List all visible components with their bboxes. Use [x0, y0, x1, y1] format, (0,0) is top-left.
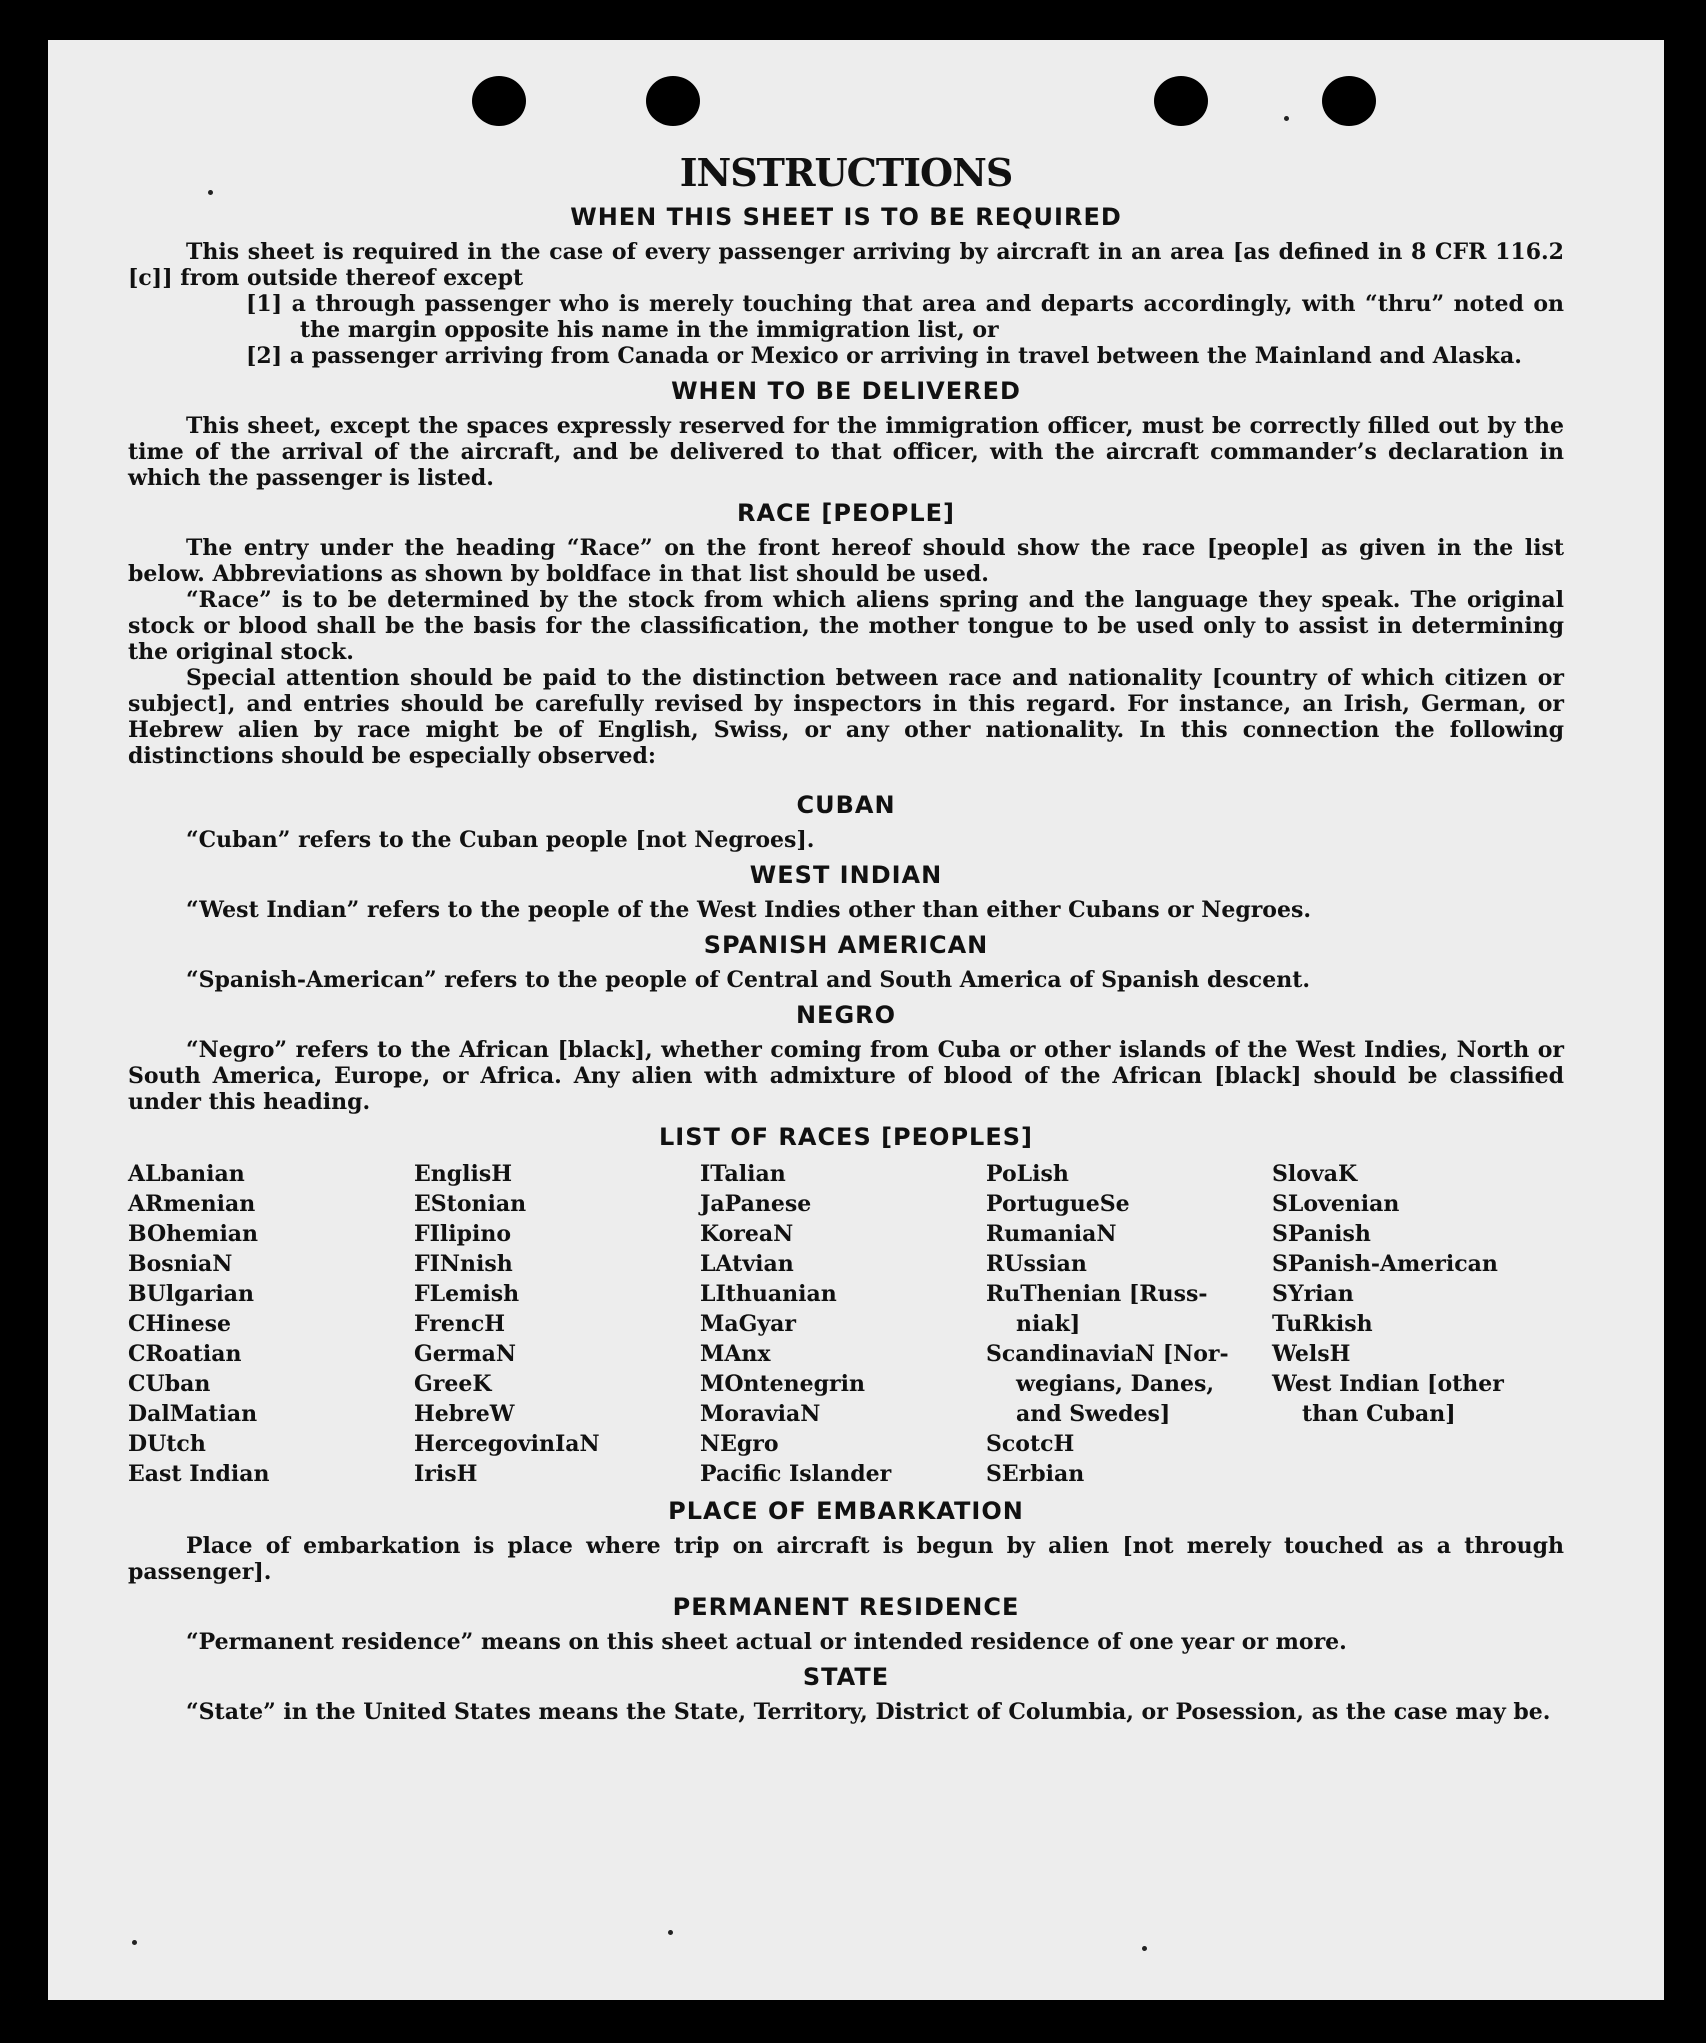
race-entry: ARmenian [128, 1191, 256, 1217]
race-entry: RUssian [986, 1251, 1087, 1277]
race-entry: FrencH [414, 1311, 505, 1337]
race-entry: CRoatian [128, 1341, 242, 1367]
residence-text: “Permanent residence” means on this sheet actual or intended residence of one year or more. [186, 1629, 1347, 1655]
section-heading-when-delivered: WHEN TO BE DELIVERED [671, 377, 1021, 405]
punch-hole [472, 76, 526, 126]
race-entry-continuation: wegians, Danes, [1016, 1371, 1214, 1397]
section-heading-state: STATE [802, 1663, 890, 1691]
speck [668, 1930, 673, 1935]
section-heading-negro: NEGRO [795, 1001, 897, 1029]
instructions-body [128, 150, 1564, 1725]
race-entry: CUban [128, 1371, 211, 1397]
race-entry: KoreaN [700, 1221, 794, 1247]
exception-item-1: [1] a through passenger who is merely touching that area and departs accordingly, with “thru” noted on the margin opposite his name in the immigration list, or [246, 291, 1564, 343]
race-paragraph-1: The entry under the heading “Race” on the front hereof should show the race [people] as given in the list below. Abbreviations as shown by boldface in that list should be used. [128, 535, 1564, 587]
section-heading-list-of-races: LIST OF RACES [PEOPLES] [659, 1123, 1033, 1151]
race-entry: HercegovinIaN [414, 1431, 600, 1457]
race-entry: ScandinaviaN [Nor- [986, 1341, 1229, 1367]
races-list [128, 1159, 1564, 1489]
race-entry: LAtvian [700, 1251, 794, 1277]
race-entry: FLemish [414, 1281, 520, 1307]
cuban-text: “Cuban” refers to the Cuban people [not Negroes]. [186, 827, 815, 853]
race-entry: BOhemian [128, 1221, 259, 1247]
page-title: INSTRUCTIONS [679, 150, 1013, 195]
race-entry: ITalian [700, 1161, 786, 1187]
race-entry: SYrian [1272, 1281, 1354, 1307]
punch-hole [646, 76, 700, 126]
race-entry: ScotcH [986, 1431, 1075, 1457]
race-entry: RuThenian [Russ- [986, 1281, 1208, 1307]
speck [1142, 1946, 1147, 1951]
race-entry: HebreW [414, 1401, 515, 1427]
race-entry: DalMatian [128, 1401, 258, 1427]
race-entry: SErbian [986, 1461, 1085, 1487]
section-heading-when-required: WHEN THIS SHEET IS TO BE REQUIRED [570, 203, 1122, 231]
race-entry: NEgro [700, 1431, 779, 1457]
race-entry: MaGyar [700, 1311, 797, 1337]
races-column-3 [700, 1159, 986, 1489]
exception-item-2: [2] a passenger arriving from Canada or Mexico or arriving in travel between the Mainland and Alaska. [246, 343, 1522, 369]
race-entry: LIthuanian [700, 1281, 837, 1307]
spanish-american-text: “Spanish-American” refers to the people of Central and South America of Spanish descent. [186, 967, 1311, 993]
race-entry: RumaniaN [986, 1221, 1117, 1247]
section-heading-residence: PERMANENT RESIDENCE [672, 1593, 1020, 1621]
race-entry-continuation: and Swedes] [1016, 1401, 1171, 1427]
race-entry: EnglisH [414, 1161, 513, 1187]
race-entry: SLovenian [1272, 1191, 1400, 1217]
race-entry: DUtch [128, 1431, 206, 1457]
race-paragraph-3: Special attention should be paid to the distinction between race and nationality [country of which citizen or subject], and entries should be carefully revised by inspectors in this regard. For instance, an Irish, German, or Hebrew alien by race might be of English, Swiss, or any other nationality. In this connection the following distinctions should be especially observed: [128, 665, 1564, 769]
races-column-4 [986, 1159, 1272, 1489]
race-entry: BosniaN [128, 1251, 233, 1277]
speck [132, 1940, 137, 1945]
section-heading-west-indian: WEST INDIAN [749, 861, 943, 889]
races-column-1 [128, 1159, 414, 1489]
race-entry: EStonian [414, 1191, 527, 1217]
state-text: “State” in the United States means the State, Territory, District of Columbia, or Posession, as the case may be. [186, 1699, 1551, 1725]
race-entry: SPanish [1272, 1221, 1371, 1247]
race-entry: GermaN [414, 1341, 517, 1367]
races-column-2 [414, 1159, 700, 1489]
race-entry: MoraviaN [700, 1401, 821, 1427]
race-entry: WelsH [1272, 1341, 1351, 1367]
race-entry: JaPanese [700, 1191, 812, 1217]
section-heading-race: RACE [PEOPLE] [736, 499, 956, 527]
negro-text: “Negro” refers to the African [black], whether coming from Cuba or other islands of the West Indies, North or South America, Europe, or Africa. Any alien with admixture of blood of the African [black] should be classified under this heading. [128, 1037, 1564, 1115]
race-entry: West Indian [other [1272, 1371, 1504, 1397]
races-column-5 [1272, 1159, 1564, 1489]
race-entry: MAnx [700, 1341, 771, 1367]
race-entry: MOntenegrin [700, 1371, 865, 1397]
race-entry: SPanish-American [1272, 1251, 1498, 1277]
section-heading-cuban: CUBAN [796, 791, 896, 819]
race-entry: TuRkish [1272, 1311, 1373, 1337]
race-entry-continuation: than Cuban] [1302, 1401, 1456, 1427]
race-entry: PortugueSe [986, 1191, 1130, 1217]
race-entry: CHinese [128, 1311, 232, 1337]
document-sheet [48, 40, 1664, 2000]
race-entry: FIlipino [414, 1221, 512, 1247]
race-entry: SlovaK [1272, 1161, 1358, 1187]
section-heading-spanish-american: SPANISH AMERICAN [703, 931, 989, 959]
embarkation-text: Place of embarkation is place where trip on aircraft is begun by alien [not merely touched as a through passenger]. [128, 1533, 1564, 1585]
race-entry: East Indian [128, 1461, 270, 1487]
race-entry: FINnish [414, 1251, 513, 1277]
race-entry: PoLish [986, 1161, 1069, 1187]
race-entry: Pacific Islander [700, 1461, 892, 1487]
when-delivered-text: This sheet, except the spaces expressly reserved for the immigration officer, must be correctly filled out by the time of the arrival of the aircraft, and be delivered to that officer, with the aircraft commander’s declaration in which the passenger is listed. [128, 413, 1564, 491]
race-entry: BUlgarian [128, 1281, 254, 1307]
race-entry: ALbanian [128, 1161, 245, 1187]
race-entry: IrisH [414, 1461, 478, 1487]
punch-hole [1322, 76, 1376, 126]
race-entry-continuation: niak] [1016, 1311, 1081, 1337]
race-entry: GreeK [414, 1371, 492, 1397]
speck [1284, 116, 1289, 121]
race-paragraph-2: “Race” is to be determined by the stock from which aliens spring and the language they speak. The original stock or blood shall be the basis for the classification, the mother tongue to be used only to assist in determining the original stock. [128, 587, 1564, 665]
west-indian-text: “West Indian” refers to the people of the West Indies other than either Cubans or Negroes. [186, 897, 1312, 923]
when-required-intro: This sheet is required in the case of every passenger arriving by aircraft in an area [as defined in 8 CFR 116.2 [c]] from outside thereof except [128, 239, 1564, 291]
section-heading-embarkation: PLACE OF EMBARKATION [668, 1497, 1024, 1525]
punch-hole [1154, 76, 1208, 126]
